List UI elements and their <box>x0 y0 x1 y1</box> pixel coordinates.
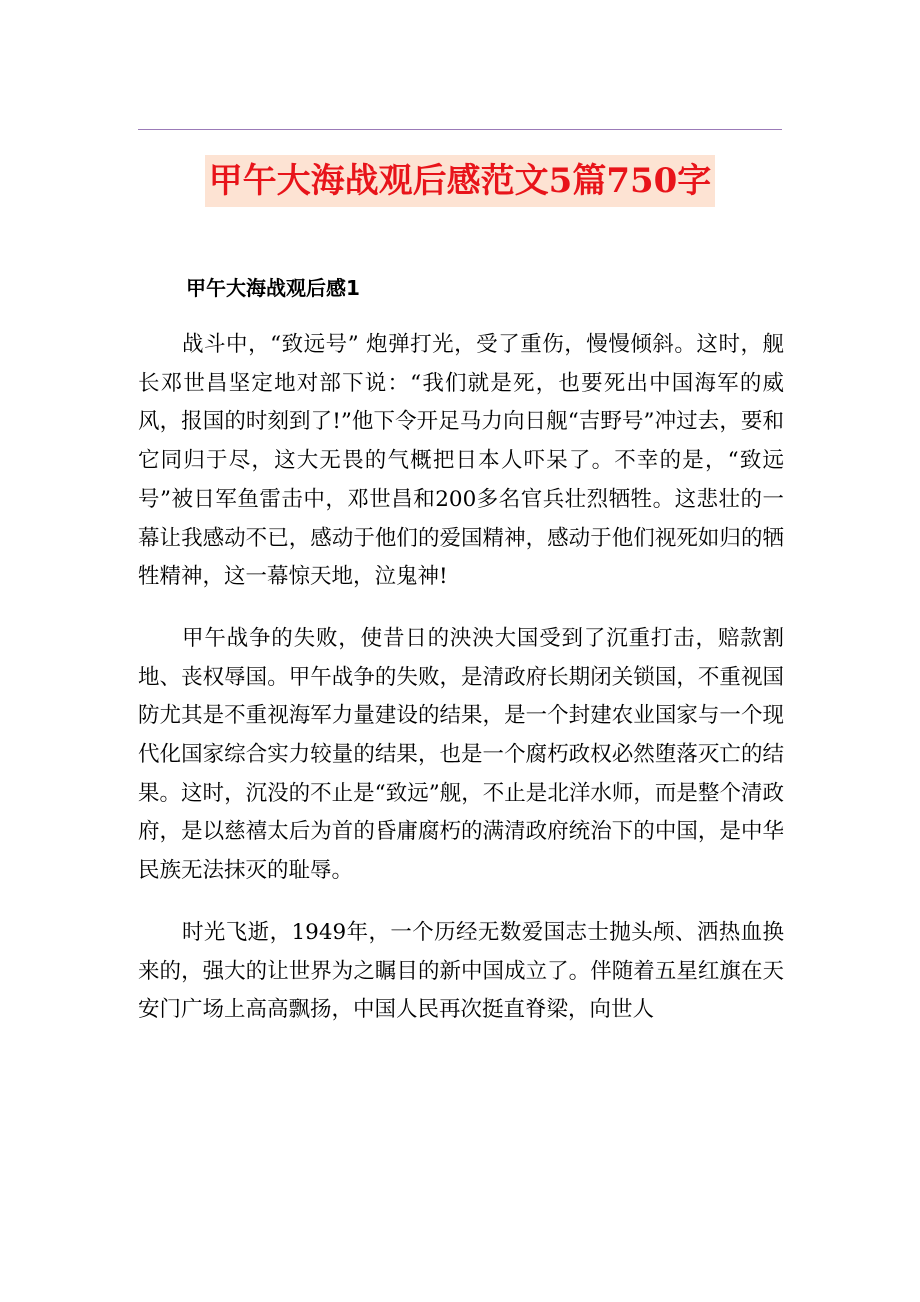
document-body <box>138 268 784 1053</box>
title-container <box>0 155 920 207</box>
paragraph-3: 时光飞逝，1949年，一个历经无数爱国志士抛头颅、洒热血换来的，强大的让世界为之瞩目的新中国成立了。伴随着五星红旗在天安门广场上高高飘扬，中国人民再次挺直脊梁，向世人 <box>138 919 784 1023</box>
paragraph-2: 甲午战争的失败，使昔日的泱泱大国受到了沉重打击，赔款割地、丧权辱国。甲午战争的失败，是清政府长期闭关锁国，不重视国防尤其是不重视海军力量建设的结果，是一个封建农业国家与一个现代化国家综合实力较量的结果，也是一个腐朽政权必然堕落灭亡的结果。这时，沉没的不止是“致远”舰，不止是北洋水师，而是整个清政府，是以慈禧太后为首的昏庸腐朽的满清政府统治下的中国，是中华民族无法抹灭的耻辱。 <box>138 625 784 884</box>
header-divider <box>138 129 782 130</box>
document-title: 甲午大海战观后感范文5篇750字 <box>205 155 716 207</box>
section-heading: 甲午大海战观后感1 <box>186 276 360 300</box>
paragraph-1: 战斗中，“致远号” 炮弹打光，受了重伤，慢慢倾斜。这时，舰长邓世昌坚定地对部下说：“我们就是死，也要死出中国海军的威风，报国的时刻到了!”他下令开足马力向日舰“吉野号”冲过去，要和它同归于尽，这大无畏的气概把日本人吓呆了。不幸的是，“致远号”被日军鱼雷击中，邓世昌和200多名官兵壮烈牺牲。这悲壮的一幕让我感动不已，感动于他们的爱国精神，感动于他们视死如归的牺牲精神，这一幕惊天地，泣鬼神! <box>138 332 784 590</box>
